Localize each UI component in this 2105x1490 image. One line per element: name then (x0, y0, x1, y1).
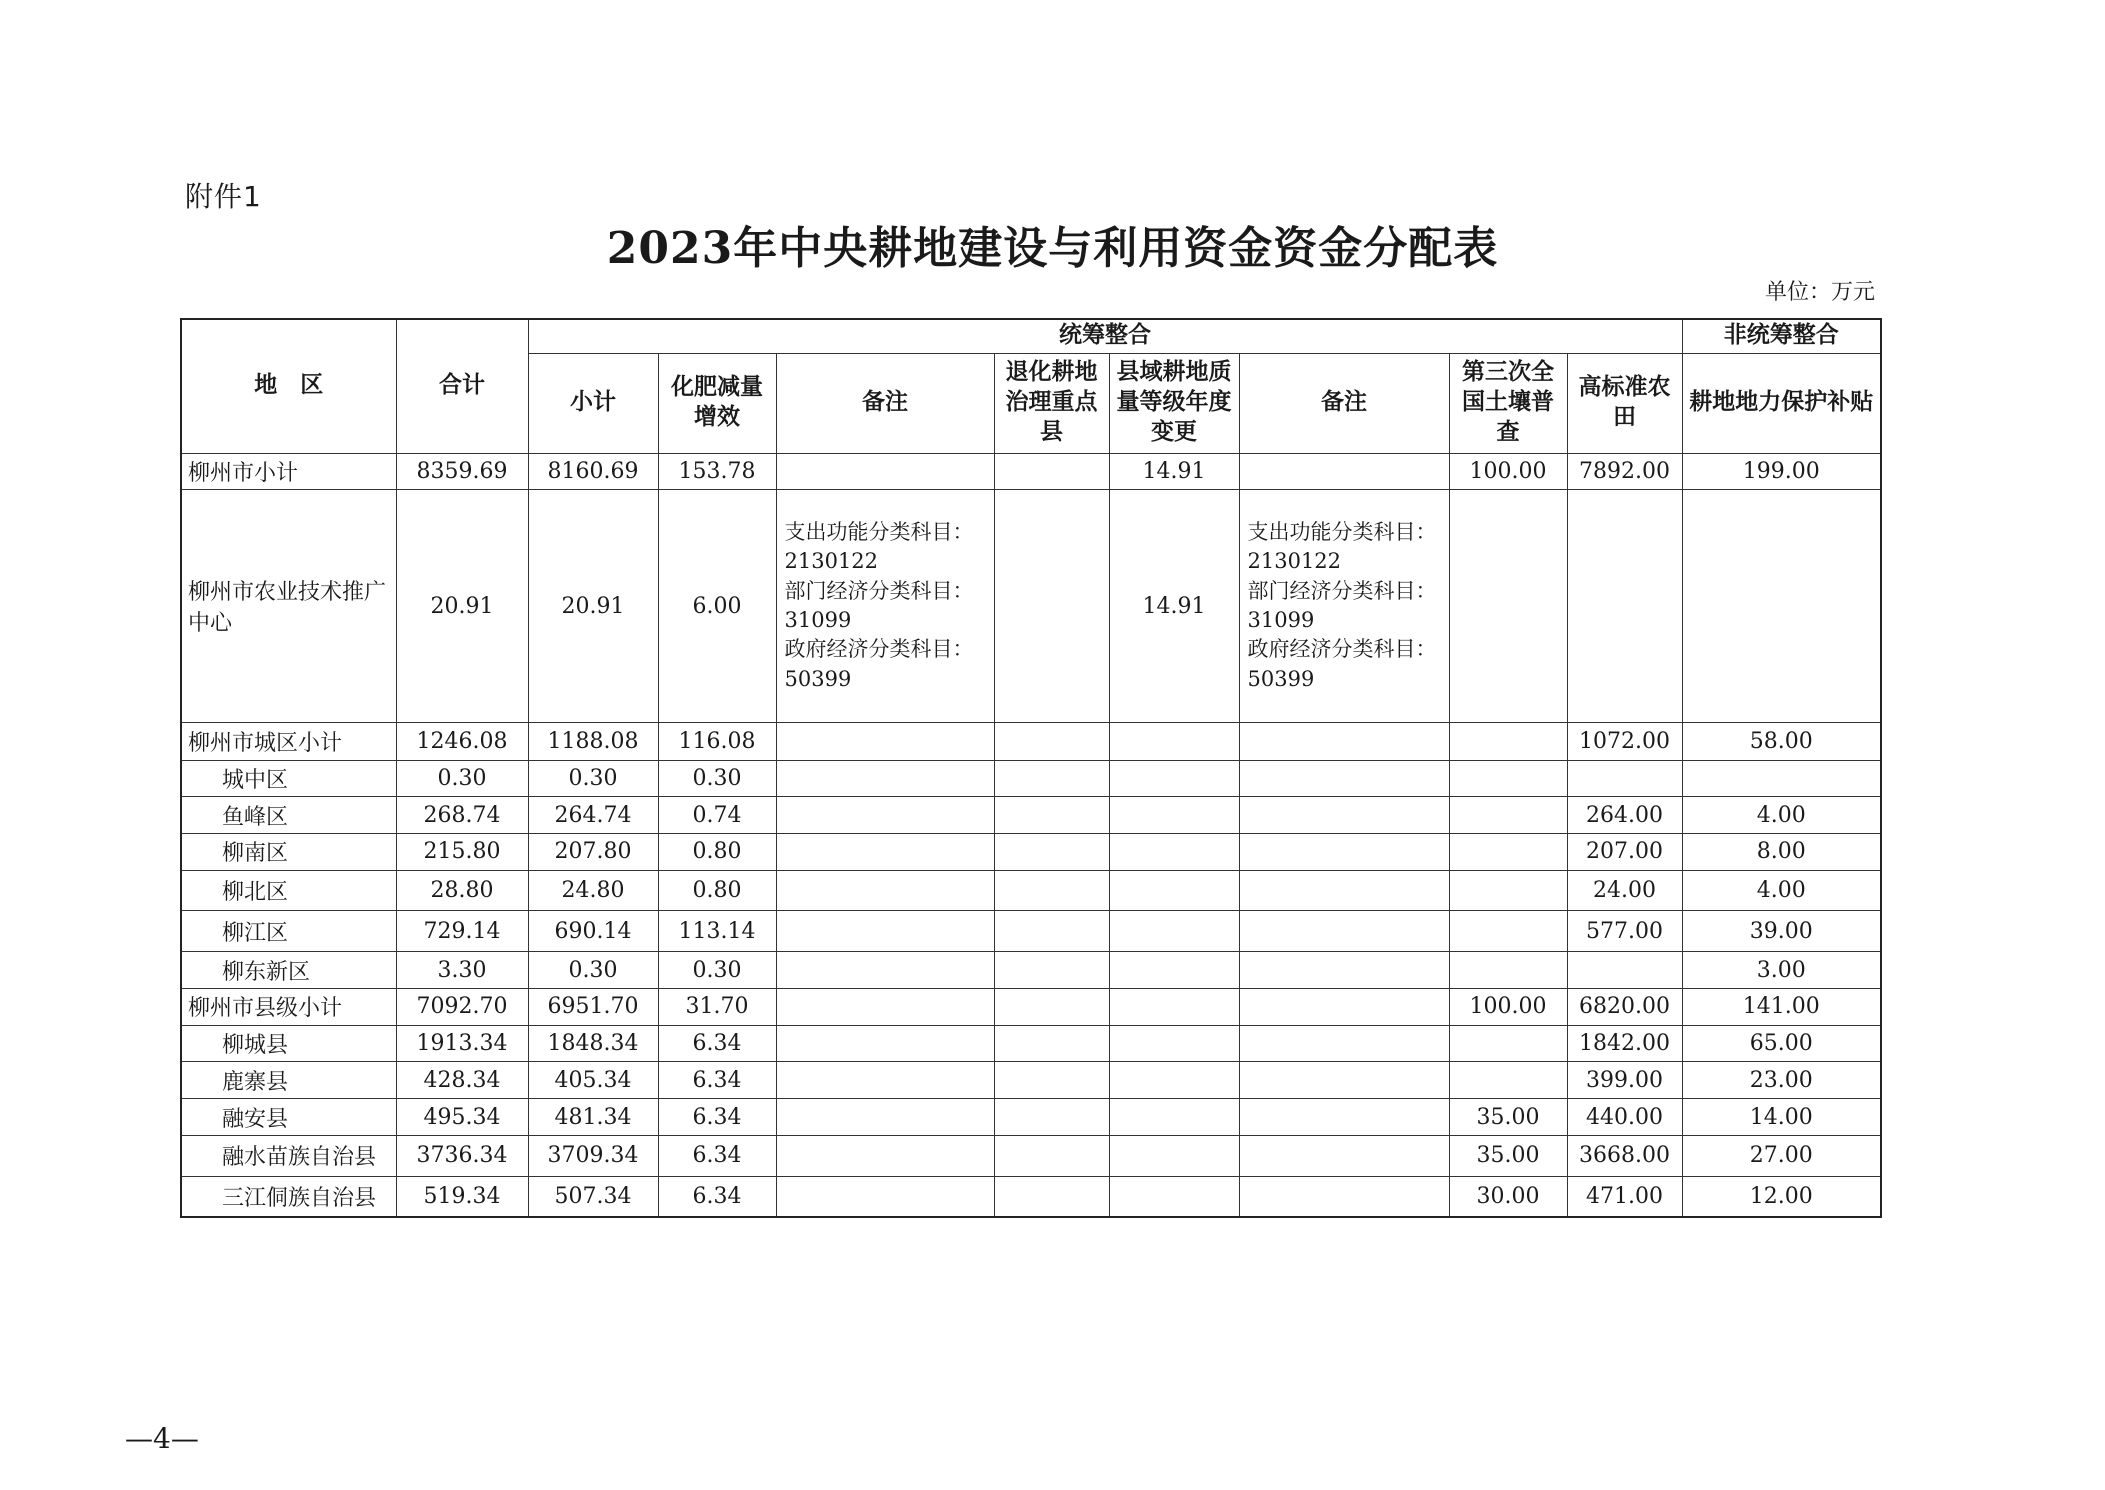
cell-fertilizer: 0.74 (658, 797, 776, 834)
cell-note-2 (1239, 1099, 1449, 1136)
header-non-integrated-group: 非统筹整合 (1682, 319, 1881, 353)
cell-total: 8359.69 (396, 453, 528, 490)
cell-region: 柳州市农业技术推广中心 (181, 490, 396, 723)
cell-quality (1109, 833, 1239, 870)
cell-fertilizer: 0.30 (658, 760, 776, 797)
cell-note-2 (1239, 1176, 1449, 1217)
cell-total: 729.14 (396, 911, 528, 952)
cell-subtotal: 20.91 (528, 490, 658, 723)
cell-high-standard (1567, 952, 1682, 989)
table-row (181, 1025, 1881, 1062)
header-subtotal: 小计 (528, 353, 658, 453)
cell-degraded (994, 760, 1109, 797)
cell-region: 鹿寨县 (181, 1062, 396, 1099)
cell-quality (1109, 952, 1239, 989)
cell-high-standard: 440.00 (1567, 1099, 1682, 1136)
cell-quality (1109, 911, 1239, 952)
cell-subtotal: 481.34 (528, 1099, 658, 1136)
table-row (181, 797, 1881, 834)
page-number: —4— (125, 1422, 199, 1455)
cell-high-standard (1567, 490, 1682, 723)
cell-note-2 (1239, 988, 1449, 1025)
cell-note-1 (776, 870, 994, 911)
cell-soil-survey (1449, 1025, 1567, 1062)
cell-total: 215.80 (396, 833, 528, 870)
cell-degraded (994, 833, 1109, 870)
cell-region: 三江侗族自治县 (181, 1176, 396, 1217)
cell-total: 3736.34 (396, 1135, 528, 1176)
cell-region: 城中区 (181, 760, 396, 797)
cell-total: 1246.08 (396, 722, 528, 760)
cell-region: 融安县 (181, 1099, 396, 1136)
cell-quality: 14.91 (1109, 453, 1239, 490)
cell-high-standard (1567, 760, 1682, 797)
header-high-standard: 高标准农田 (1567, 353, 1682, 453)
cell-note-1 (776, 1099, 994, 1136)
cell-degraded (994, 870, 1109, 911)
cell-note-2 (1239, 760, 1449, 797)
table-row (181, 760, 1881, 797)
cell-note-2 (1239, 952, 1449, 989)
cell-quality (1109, 1025, 1239, 1062)
cell-fertilizer: 113.14 (658, 911, 776, 952)
cell-degraded (994, 1062, 1109, 1099)
header-row-1 (181, 319, 1881, 353)
cell-fertility-subsidy: 3.00 (1682, 952, 1881, 989)
cell-fertilizer: 6.34 (658, 1062, 776, 1099)
cell-soil-survey (1449, 1062, 1567, 1099)
cell-note-1 (776, 490, 994, 723)
cell-region: 柳东新区 (181, 952, 396, 989)
cell-fertilizer: 153.78 (658, 453, 776, 490)
cell-degraded (994, 722, 1109, 760)
cell-note-2 (1239, 911, 1449, 952)
cell-subtotal: 24.80 (528, 870, 658, 911)
cell-fertilizer: 6.34 (658, 1135, 776, 1176)
cell-note-1 (776, 760, 994, 797)
cell-total: 20.91 (396, 490, 528, 723)
cell-fertilizer: 0.30 (658, 952, 776, 989)
cell-soil-survey: 35.00 (1449, 1135, 1567, 1176)
cell-region: 柳江区 (181, 911, 396, 952)
table-row (181, 870, 1881, 911)
table-row (181, 833, 1881, 870)
cell-soil-survey (1449, 952, 1567, 989)
cell-note-2 (1239, 833, 1449, 870)
cell-note-2 (1239, 722, 1449, 760)
note-text-2: 支出功能分类科目：2130122 部门经济分类科目：31099 政府经济分类科目：50399 (1247, 519, 1437, 691)
header-note-2: 备注 (1239, 353, 1449, 453)
table-row (181, 952, 1881, 989)
cell-note-1 (776, 1025, 994, 1062)
cell-total: 268.74 (396, 797, 528, 834)
cell-fertilizer: 6.34 (658, 1025, 776, 1062)
cell-subtotal: 507.34 (528, 1176, 658, 1217)
document-title: 2023年中央耕地建设与利用资金资金分配表 (606, 223, 1499, 274)
cell-soil-survey: 100.00 (1449, 988, 1567, 1025)
cell-quality (1109, 870, 1239, 911)
cell-region: 柳南区 (181, 833, 396, 870)
cell-fertilizer: 0.80 (658, 833, 776, 870)
header-note-1: 备注 (776, 353, 994, 453)
cell-high-standard: 207.00 (1567, 833, 1682, 870)
cell-fertility-subsidy: 58.00 (1682, 722, 1881, 760)
table-row (181, 988, 1881, 1025)
cell-total: 519.34 (396, 1176, 528, 1217)
cell-quality (1109, 1135, 1239, 1176)
header-soil-survey: 第三次全国土壤普查 (1449, 353, 1567, 453)
cell-fertility-subsidy: 65.00 (1682, 1025, 1881, 1062)
cell-fertility-subsidy: 141.00 (1682, 988, 1881, 1025)
cell-note-2 (1239, 453, 1449, 490)
cell-region: 鱼峰区 (181, 797, 396, 834)
cell-region: 柳北区 (181, 870, 396, 911)
cell-subtotal: 6951.70 (528, 988, 658, 1025)
cell-soil-survey (1449, 833, 1567, 870)
cell-note-2 (1239, 490, 1449, 723)
cell-note-2 (1239, 1135, 1449, 1176)
cell-note-1 (776, 722, 994, 760)
cell-fertility-subsidy: 8.00 (1682, 833, 1881, 870)
header-fertilizer: 化肥减量增效 (658, 353, 776, 453)
cell-total: 0.30 (396, 760, 528, 797)
table-row (181, 1062, 1881, 1099)
cell-subtotal: 0.30 (528, 952, 658, 989)
cell-quality (1109, 760, 1239, 797)
cell-degraded (994, 1176, 1109, 1217)
cell-fertilizer: 0.80 (658, 870, 776, 911)
cell-note-1 (776, 1176, 994, 1217)
cell-soil-survey (1449, 911, 1567, 952)
cell-note-1 (776, 1062, 994, 1099)
cell-high-standard: 1842.00 (1567, 1025, 1682, 1062)
table-row (181, 911, 1881, 952)
cell-note-1 (776, 911, 994, 952)
cell-total: 7092.70 (396, 988, 528, 1025)
note-text-1: 支出功能分类科目：2130122 部门经济分类科目：31099 政府经济分类科目：50399 (784, 519, 974, 691)
allocation-table (180, 318, 1882, 1218)
cell-note-1 (776, 797, 994, 834)
cell-fertility-subsidy: 39.00 (1682, 911, 1881, 952)
cell-subtotal: 405.34 (528, 1062, 658, 1099)
cell-degraded (994, 911, 1109, 952)
cell-fertilizer: 6.34 (658, 1099, 776, 1136)
cell-soil-survey: 30.00 (1449, 1176, 1567, 1217)
cell-quality (1109, 1099, 1239, 1136)
cell-fertility-subsidy: 12.00 (1682, 1176, 1881, 1217)
cell-soil-survey (1449, 870, 1567, 911)
cell-quality (1109, 1176, 1239, 1217)
cell-fertility-subsidy: 23.00 (1682, 1062, 1881, 1099)
cell-subtotal: 690.14 (528, 911, 658, 952)
cell-high-standard: 1072.00 (1567, 722, 1682, 760)
header-degraded: 退化耕地治理重点县 (994, 353, 1109, 453)
table-row (181, 1176, 1881, 1217)
cell-soil-survey (1449, 722, 1567, 760)
cell-soil-survey: 100.00 (1449, 453, 1567, 490)
cell-degraded (994, 1099, 1109, 1136)
cell-note-2 (1239, 870, 1449, 911)
cell-high-standard: 264.00 (1567, 797, 1682, 834)
cell-fertility-subsidy: 4.00 (1682, 797, 1881, 834)
unit-label: 单位：万元 (1764, 280, 1875, 305)
cell-region: 柳州市小计 (181, 453, 396, 490)
cell-fertility-subsidy: 199.00 (1682, 453, 1881, 490)
table-row (181, 1099, 1881, 1136)
cell-high-standard: 577.00 (1567, 911, 1682, 952)
cell-subtotal: 3709.34 (528, 1135, 658, 1176)
cell-quality (1109, 988, 1239, 1025)
cell-high-standard: 399.00 (1567, 1062, 1682, 1099)
cell-degraded (994, 797, 1109, 834)
cell-high-standard: 6820.00 (1567, 988, 1682, 1025)
header-integrated-group: 统筹整合 (528, 319, 1682, 353)
cell-high-standard: 3668.00 (1567, 1135, 1682, 1176)
header-total: 合计 (396, 319, 528, 453)
cell-note-2 (1239, 797, 1449, 834)
cell-fertilizer: 6.00 (658, 490, 776, 723)
cell-subtotal: 1848.34 (528, 1025, 658, 1062)
cell-fertility-subsidy: 4.00 (1682, 870, 1881, 911)
cell-total: 1913.34 (396, 1025, 528, 1062)
cell-degraded (994, 1025, 1109, 1062)
cell-note-1 (776, 453, 994, 490)
cell-note-1 (776, 1135, 994, 1176)
table-row (181, 1135, 1881, 1176)
cell-soil-survey (1449, 490, 1567, 723)
cell-high-standard: 24.00 (1567, 870, 1682, 911)
cell-high-standard: 7892.00 (1567, 453, 1682, 490)
cell-fertilizer: 6.34 (658, 1176, 776, 1217)
cell-note-2 (1239, 1025, 1449, 1062)
cell-quality: 14.91 (1109, 490, 1239, 723)
cell-subtotal: 0.30 (528, 760, 658, 797)
cell-subtotal: 207.80 (528, 833, 658, 870)
cell-total: 495.34 (396, 1099, 528, 1136)
cell-degraded (994, 952, 1109, 989)
cell-soil-survey: 35.00 (1449, 1099, 1567, 1136)
cell-subtotal: 264.74 (528, 797, 658, 834)
cell-fertility-subsidy (1682, 490, 1881, 723)
cell-fertilizer: 116.08 (658, 722, 776, 760)
cell-degraded (994, 490, 1109, 723)
table-row (181, 722, 1881, 760)
attachment-label: 附件1 (185, 180, 262, 213)
cell-total: 3.30 (396, 952, 528, 989)
cell-high-standard: 471.00 (1567, 1176, 1682, 1217)
cell-soil-survey (1449, 797, 1567, 834)
header-quality: 县域耕地质量等级年度变更 (1109, 353, 1239, 453)
header-fertility-subsidy: 耕地地力保护补贴 (1682, 353, 1881, 453)
cell-region: 柳州市城区小计 (181, 722, 396, 760)
cell-note-1 (776, 952, 994, 989)
cell-subtotal: 1188.08 (528, 722, 658, 760)
cell-fertility-subsidy: 14.00 (1682, 1099, 1881, 1136)
cell-fertility-subsidy: 27.00 (1682, 1135, 1881, 1176)
cell-total: 428.34 (396, 1062, 528, 1099)
cell-subtotal: 8160.69 (528, 453, 658, 490)
cell-degraded (994, 453, 1109, 490)
table-row (181, 453, 1881, 490)
cell-degraded (994, 1135, 1109, 1176)
header-region: 地 区 (181, 319, 396, 453)
cell-note-2 (1239, 1062, 1449, 1099)
cell-quality (1109, 1062, 1239, 1099)
cell-degraded (994, 988, 1109, 1025)
cell-region: 柳城县 (181, 1025, 396, 1062)
cell-fertility-subsidy (1682, 760, 1881, 797)
cell-quality (1109, 722, 1239, 760)
cell-total: 28.80 (396, 870, 528, 911)
cell-note-1 (776, 833, 994, 870)
table-row (181, 490, 1881, 723)
cell-region: 融水苗族自治县 (181, 1135, 396, 1176)
cell-note-1 (776, 988, 994, 1025)
cell-quality (1109, 797, 1239, 834)
cell-fertilizer: 31.70 (658, 988, 776, 1025)
cell-region: 柳州市县级小计 (181, 988, 396, 1025)
cell-soil-survey (1449, 760, 1567, 797)
